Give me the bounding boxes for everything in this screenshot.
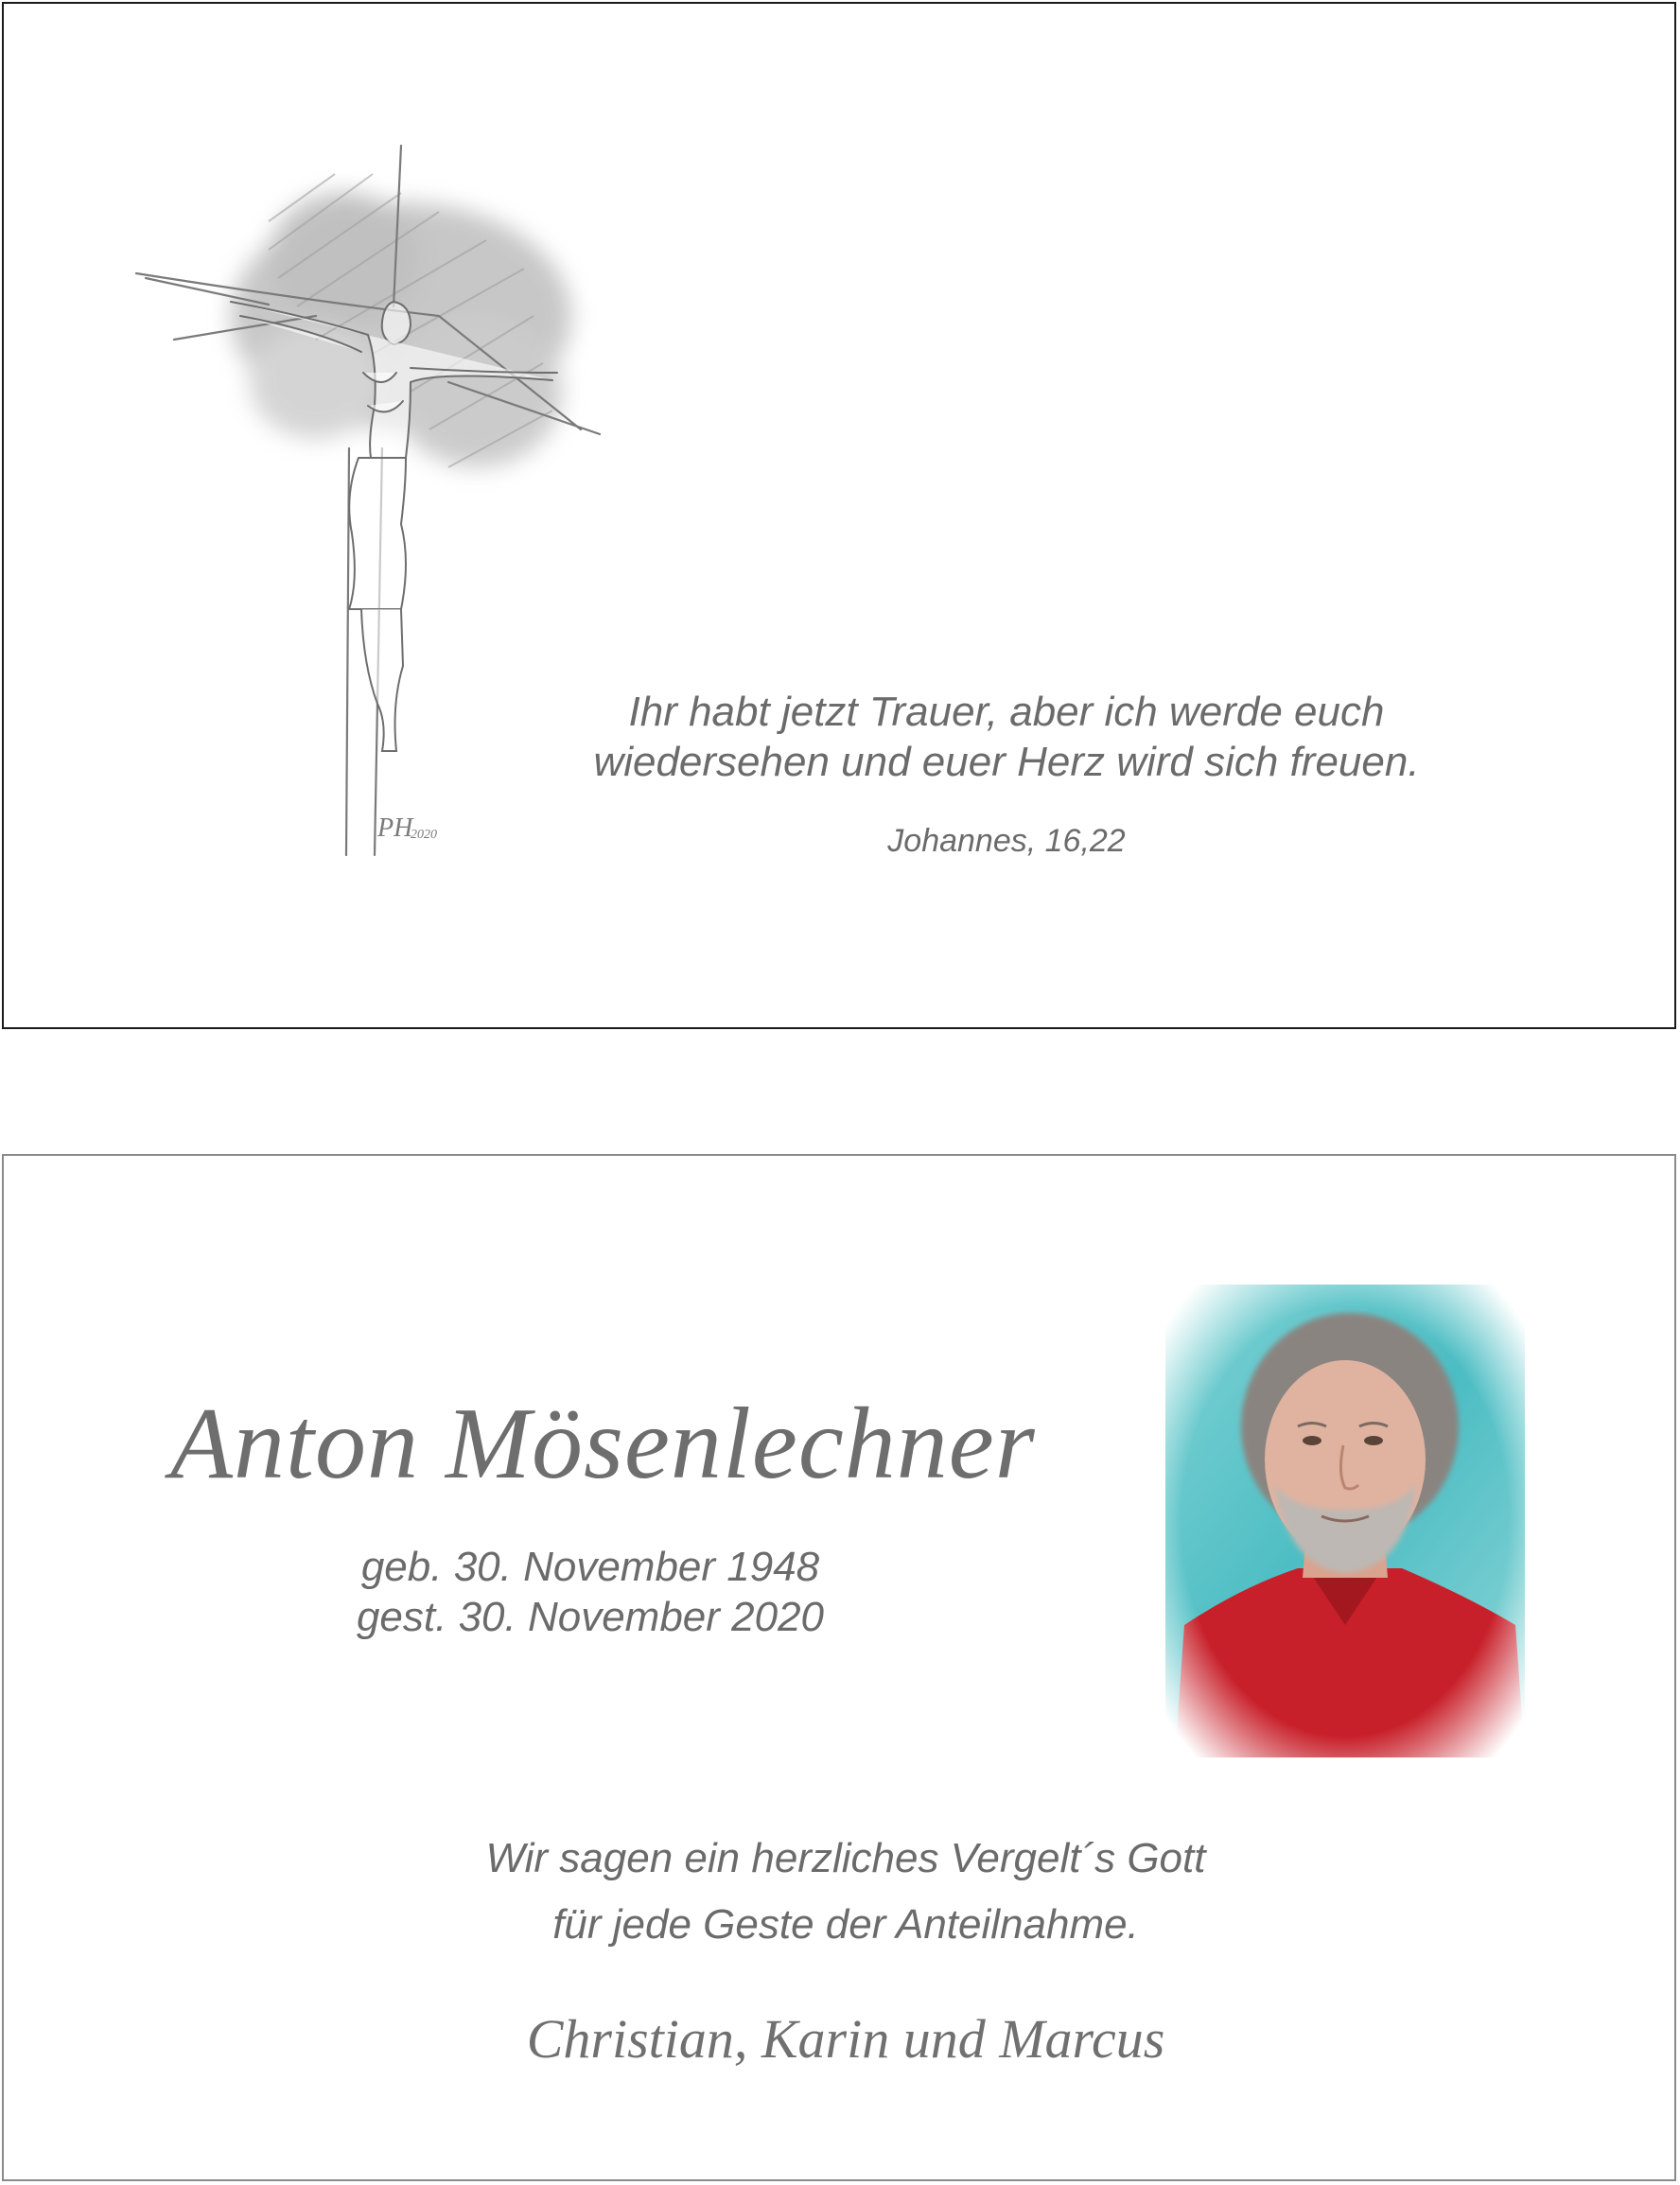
verse-card: [2, 2, 1676, 1029]
thank-you-message: [269, 1826, 1423, 1958]
artist-signature-year: 2020: [411, 828, 437, 842]
verse-line-1: Ihr habt jetzt Trauer, aber ich werde euch: [628, 689, 1385, 735]
memorial-card: [2, 1154, 1676, 2181]
verse-reference: Johannes, 16,22: [887, 823, 1126, 859]
birth-date: geb. 30. November 1948: [360, 1544, 820, 1590]
family-signoff: Christian, Karin und Marcus: [526, 2008, 1165, 2070]
deceased-name: Anton Mösenlechner: [170, 1388, 1036, 1500]
thanks-line-2: für jede Geste der Anteilnahme.: [552, 1901, 1139, 1948]
bible-verse: [590, 687, 1423, 787]
death-date: gest. 30. November 2020: [356, 1594, 825, 1640]
verse-line-2: wiedersehen und euer Herz wird sich freuen.: [593, 739, 1420, 785]
portrait-photo: [1165, 1285, 1525, 1757]
thanks-line-1: Wir sagen ein herzliches Vergelt´s Gott: [485, 1835, 1206, 1881]
artist-monogram: PH: [377, 813, 413, 843]
life-dates: [288, 1542, 893, 1642]
crucifix-sketch: [127, 136, 619, 874]
